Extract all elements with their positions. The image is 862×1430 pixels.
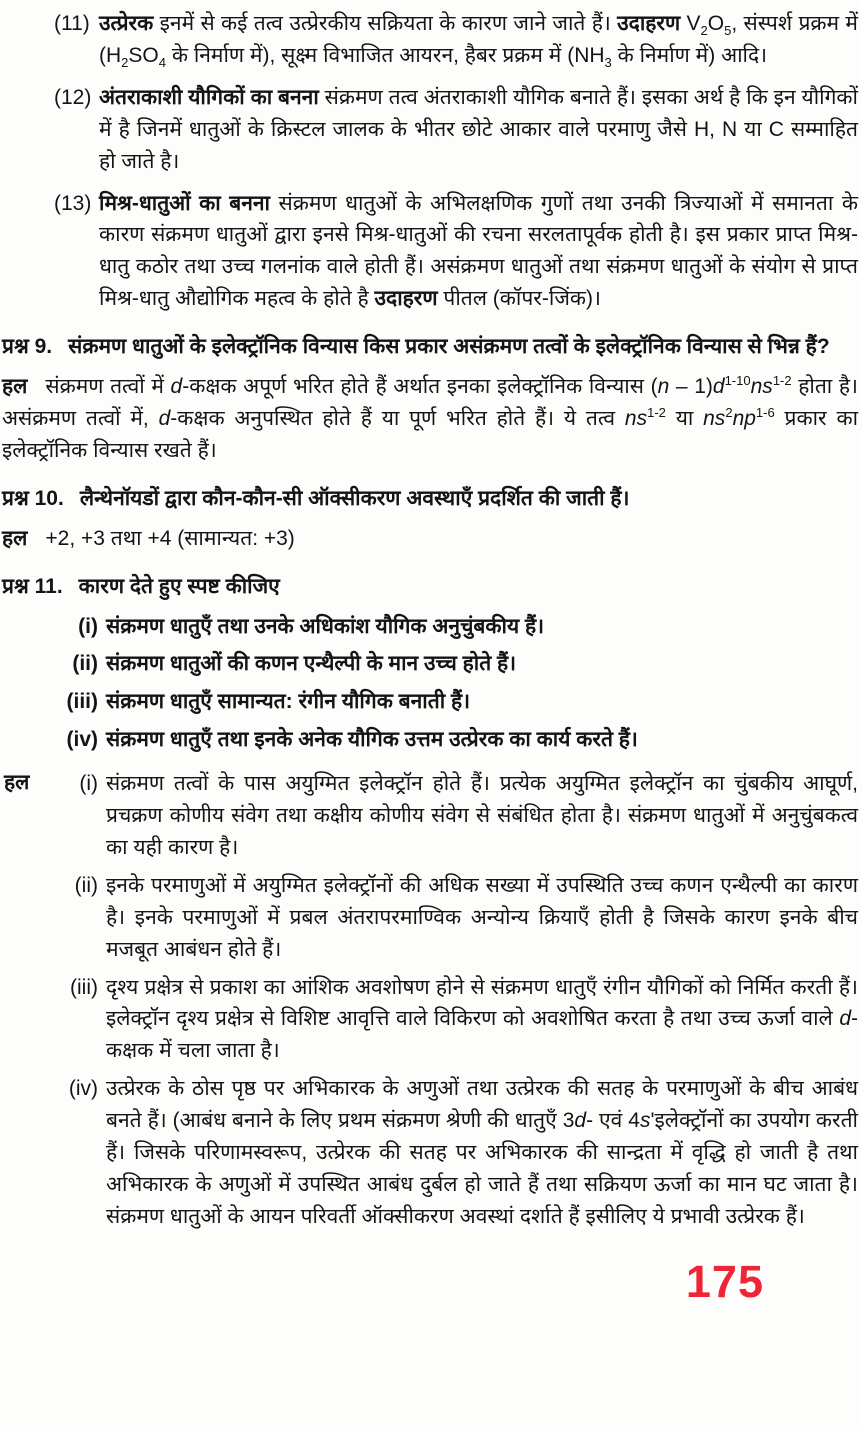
part-text: संक्रमण धातुओं की कणन एन्थैल्पी के मान उच्च होते हैं। [106,652,517,676]
solution-10-text: +2, +3 तथा +4 (सामान्यत: +3) [45,526,295,550]
list-item-11 [2,8,858,72]
list-item-number: (11) [54,12,90,35]
question-10-label: प्रश्न 10. [2,486,64,510]
solution-10-label: हल [2,526,28,550]
question-9-label: प्रश्न 9. [2,335,53,359]
part-text: इनके परमाणुओं में अयुग्मित इलेक्ट्रॉनों की अधिक सख्या में उपस्थिति उच्च कणन एन्थैल्पी का कारण है। इनके परमाणुओं में प्रबल अंतरापरमाण्विक अन्योन्य क्रियाएँ होती है जिसके कारण इनके बीच मजबूत आबंधन होते हैं। [106,873,858,961]
solution-11-part-ii [2,870,858,966]
list-item-text: अंतराकाशी यौगिकों का बनना संक्रमण तत्व अंतराकाशी यौगिक बनाते हैं। इसका अर्थ है कि इन यौगिकों में है जिनमें धातुओं के क्रिस्टल जालक के भीतर छोटे आकार वाले परमाणु जैसे H, N या C सम्माहित हो जाते है। [99,85,858,173]
part-text: संक्रमण तत्वों के पास अयुग्मित इलेक्ट्रॉन होते हैं। प्रत्येक अयुग्मित इलेक्ट्रॉन का चुंबकीय आघूर्ण, प्रचक्रण कोणीय संवेग तथा कक्षीय कोणीय संवेग से संबंधित होता है। संक्रमण धातुओं में अनुचुंबकत्व का यही कारण है। [106,772,858,859]
list-item-text: मिश्र-धातुओं का बनना संक्रमण धातुओं के अभिलक्षणिक गुणों तथा उनकी त्रिज्याओं में समानता के कारण संक्रमण धातुओं द्वारा इनसे मिश्र-धातुओं की रचना सरलतापूर्वक होती है। इस प्रकार प्राप्त मिश्र-धातु कठोर तथा उच्च गलनांक वाले होती हैं। असंक्रमण धातुओं तथा संक्रमण धातुओं के संयोग से प्राप्त मिश्र-धातु औद्योगिक महत्व के होते है उदाहरण पीतल (कॉपर-जिंक)। [99,191,858,311]
part-marker: (i) [78,614,98,638]
solution-11-part-iv [2,1073,858,1233]
part-text: संक्रमण धातुएँ तथा उनके अधिकांश यौगिक अनुचुंबकीय हैं। [106,614,545,638]
question-11-text: कारण देते हुए स्पष्ट कीजिए [78,574,280,598]
list-item-12 [2,82,858,178]
solution-11-label: हल [4,771,30,795]
page-number: 175 [685,1255,764,1307]
solution-10 [2,523,858,555]
part-marker: (ii) [72,652,98,676]
question-10 [2,483,858,515]
part-marker: (i) [79,772,98,796]
question-11-part-i [2,611,858,643]
part-text: उत्प्रेरक के ठोस पृष्ठ पर अभिकारक के अणुओं तथा उत्प्रेरक की सतह के परमाणुओं के बीच आबंध बनते हैं। (आबंध बनाने के लिए प्रथम संक्रमण श्रेणी की धातुएँ 3d- एवं 4s'इलेक्ट्रॉनों का उपयोग करती हैं। जिसके परिणामस्वरूप, उत्प्रेरक की सतह पर अभिकारक की सान्द्रता में वृद्धि हो जाती है तथा अभिकारक के अणुओं में उपस्थित आबंध दुर्बल हो जाते हैं तथा सक्रियण ऊर्जा का मान घट जाता है। संक्रमण धातुओं के आयन परिवर्ती ऑक्सीकरण अवस्थां दर्शाते हैं इसीलिए ये प्रभावी उत्प्रेरक हैं। [106,1077,858,1228]
part-marker: (iv) [68,1077,98,1101]
solution-11 [2,768,858,1233]
question-10-text: लैन्थेनॉयडों द्वारा कौन-कौन-सी ऑक्सीकरण अवस्थाएँ प्रदर्शित की जाती हैं। [79,486,630,510]
solution-9-label: हल [2,375,28,399]
solution-11-part-i [2,768,858,864]
list-item-number: (12) [54,85,92,109]
part-marker: (iii) [66,690,98,714]
part-marker: (iii) [70,975,98,999]
list-item-number: (13) [54,191,92,215]
question-11-part-iv [2,724,858,756]
question-11 [2,571,858,603]
part-text: दृश्य प्रक्षेत्र से प्रकाश का आंशिक अवशोषण होने से संक्रमण धातुएँ रंगीन यौगिकों को निर्मित करती हैं। इलेक्ट्रॉन दृश्य प्रक्षेत्र से विशिष्ट आवृत्ति वाले विकिरण को अवशोषित करता है तथा उच्च ऊर्जा वाले d-कक्षक में चला जाता है। [106,975,858,1063]
question-11-part-iii [2,686,858,718]
part-marker: (iv) [66,728,98,752]
list-item-text: उत्प्रेरक इनमें से कई तत्व उत्प्रेरकीय सक्रियता के कारण जाने जाते हैं। उदाहरण $V_2O_5$, संस्पर्श प्रक्रम में ($H_2SO_4$ के निर्माण में), सूक्ष्म विभाजित आयरन, हैबर प्रक्रम में ($NH_3$ के निर्माण में) आदि। [99,12,858,71]
question-11-label: प्रश्न 11. [2,574,63,598]
part-marker: (ii) [74,873,98,897]
part-text: संक्रमण धातुएँ सामान्यत: रंगीन यौगिक बनाती हैं। [106,690,471,714]
question-9-text: संक्रमण धातुओं के इलेक्ट्रॉनिक विन्यास किस प्रकार असंक्रमण तत्वों के इलेक्ट्रॉनिक विन्यास से भिन्न हैं? [68,335,830,359]
part-text: संक्रमण धातुएँ तथा इनके अनेक यौगिक उत्तम उत्प्रेरक का कार्य करते हैं। [106,728,638,752]
solution-9 [2,371,858,467]
question-9 [2,331,858,363]
solution-11-part-iii [2,972,858,1068]
list-item-13 [2,188,858,316]
solution-9-text: संक्रमण तत्वों में d-कक्षक अपूर्ण भरित होते हैं अर्थात इनका इलेक्ट्रॉनिक विन्यास $(n - 1)d^{1-10}ns^{1-2}$ होता है। असंक्रमण तत्वों में, d-कक्षक अनुपस्थित होते हैं या पूर्ण भरित होते हैं। ये तत्व $ns^{1-2}$ या $ns^2np^{1-6}$ प्रकार का इलेक्ट्रॉनिक विन्यास रखते हैं। [2,373,859,462]
question-11-part-ii [2,648,858,680]
